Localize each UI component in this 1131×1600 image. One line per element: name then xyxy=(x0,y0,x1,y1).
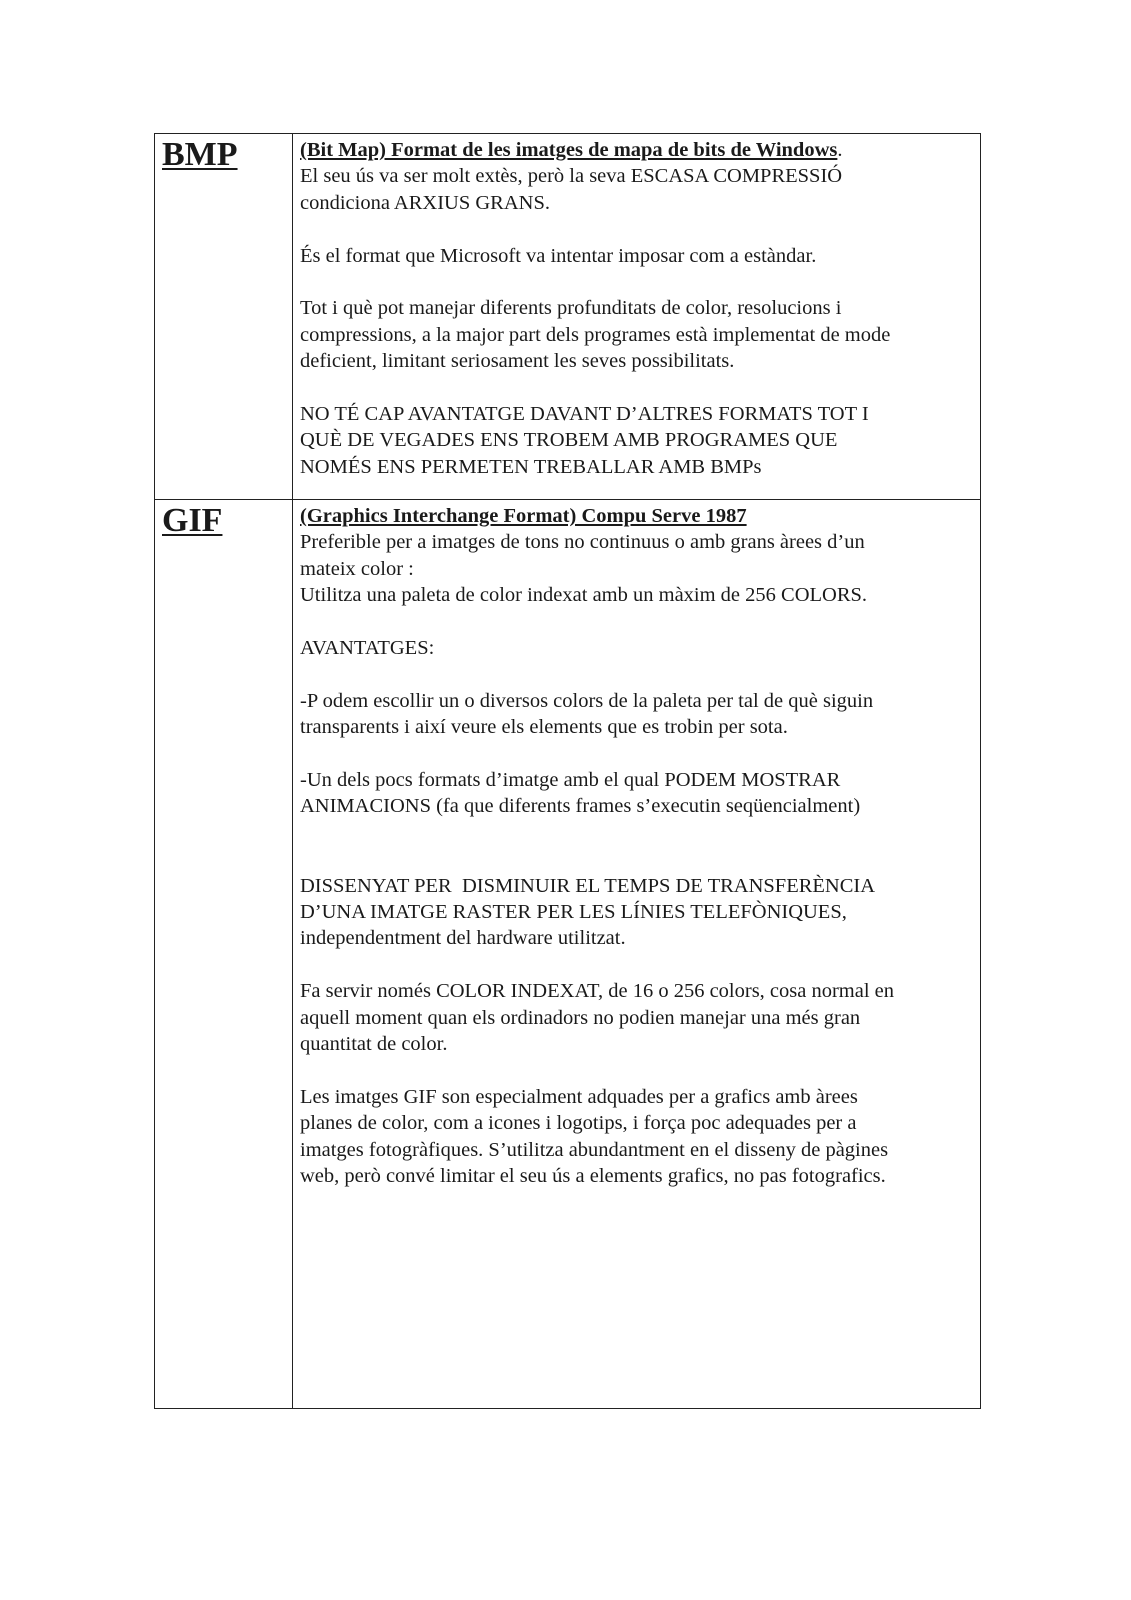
gif-line: Preferible per a imatges de tons no continuus o amb grans àrees d’un xyxy=(300,531,865,554)
label-cell-bmp xyxy=(155,134,293,500)
bmp-line: deficient, limitant seriosament les seves possibilitats. xyxy=(300,350,735,373)
bmp-heading-suffix: . xyxy=(837,139,843,161)
gif-line: D’UNA IMATGE RASTER PER LES LÍNIES TELEFÒNIQUES, xyxy=(300,901,847,924)
paragraph-gap xyxy=(300,609,972,635)
bmp-heading-line xyxy=(300,137,972,163)
content-cell-gif xyxy=(293,500,981,1409)
gif-line: -P odem escollir un o diversos colors de la paleta per tal de què siguin xyxy=(300,689,874,712)
bmp-line: És el format que Microsoft va intentar imposar com a estàndar. xyxy=(300,244,817,267)
bmp-line: NO TÉ CAP AVANTATGE DAVANT D’ALTRES FORMATS TOT I xyxy=(300,403,869,426)
gif-line: Les imatges GIF son especialment adquades per a grafics amb àrees xyxy=(300,1085,858,1108)
paragraph-gap xyxy=(300,952,972,978)
content-cell-bmp xyxy=(293,134,981,500)
bmp-line: condiciona ARXIUS GRANS. xyxy=(300,191,550,214)
label-cell-gif xyxy=(155,500,293,1409)
gif-line: imatges fotogràfiques. S’utilitza abundantment en el disseny de pàgines xyxy=(300,1138,889,1161)
gif-line: web, però convé limitar el seu ús a elements grafics, no pas fotografics. xyxy=(300,1165,886,1188)
gif-heading: (Graphics Interchange Format) Compu Serve 1987 xyxy=(300,505,747,527)
bmp-description xyxy=(293,134,980,490)
gif-line: independentment del hardware utilitzat. xyxy=(300,927,626,950)
format-label-gif: GIF xyxy=(162,502,223,539)
gif-line: DISSENYAT PER DISMINUIR EL TEMPS DE TRANSFERÈNCIA xyxy=(300,874,876,897)
bmp-heading: (Bit Map) Format de les imatges de mapa de bits de Windows xyxy=(300,139,838,161)
table-row-bmp xyxy=(155,134,981,500)
gif-line: mateix color : xyxy=(300,557,414,580)
bmp-line: compressions, a la major part dels programes està implementat de mode xyxy=(300,323,891,346)
paragraph-gap xyxy=(300,1057,972,1083)
gif-line: aquell moment quan els ordinadors no podien manejar una més gran xyxy=(300,1006,861,1029)
paragraph-gap xyxy=(300,269,972,295)
gif-line: ANIMACIONS (fa que diferents frames s’executin seqüencialment) xyxy=(300,795,861,818)
gif-line: Utilitza una paleta de color indexat amb un màxim de 256 COLORS. xyxy=(300,584,868,607)
paragraph-gap xyxy=(300,741,972,767)
paragraph-gap xyxy=(300,375,972,401)
gif-line: Fa servir només COLOR INDEXAT, de 16 o 256 colors, cosa normal en xyxy=(300,980,895,1003)
gif-heading-line xyxy=(300,503,972,529)
paragraph-gap xyxy=(300,820,972,873)
bmp-line: NOMÉS ENS PERMETEN TREBALLAR AMB BMPs xyxy=(300,455,762,478)
format-label-bmp: BMP xyxy=(162,136,238,173)
gif-line: planes de color, com a icones i logotips, i força poc adequades per a xyxy=(300,1112,857,1135)
paragraph-gap xyxy=(300,216,972,242)
paragraph-gap xyxy=(300,661,972,687)
gif-description xyxy=(293,500,980,1199)
formats-table xyxy=(154,133,981,1409)
bmp-line: El seu ús va ser molt extès, però la seva ESCASA COMPRESSIÓ xyxy=(300,165,843,188)
gif-line: -Un dels pocs formats d’imatge amb el qual PODEM MOSTRAR xyxy=(300,769,841,792)
bmp-line: QUÈ DE VEGADES ENS TROBEM AMB PROGRAMES QUE xyxy=(300,429,838,452)
bmp-line: Tot i què pot manejar diferents profunditats de color, resolucions i xyxy=(300,297,842,320)
gif-line: transparents i així veure els elements que es trobin per sota. xyxy=(300,716,788,739)
gif-line: AVANTATGES: xyxy=(300,637,435,660)
table-row-gif xyxy=(155,500,981,1409)
gif-line: quantitat de color. xyxy=(300,1033,448,1056)
